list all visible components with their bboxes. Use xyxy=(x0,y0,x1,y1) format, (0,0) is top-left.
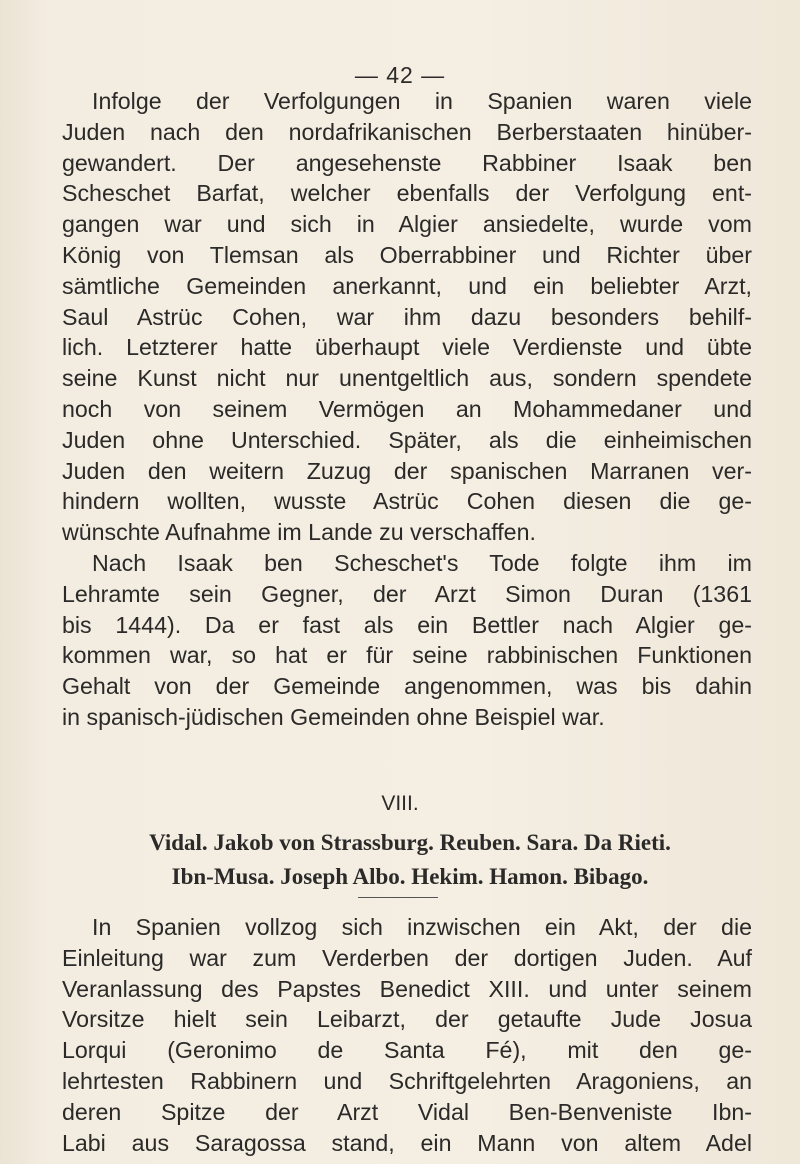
text-line: kommen war, so hat er für seine rabbinischen Funktionen xyxy=(62,642,752,669)
section-number: VIII. xyxy=(381,792,419,815)
text-line: lich. Letzterer hatte überhaupt viele Verdienste und übte xyxy=(62,334,752,361)
text-line: in spanisch-jüdischen Gemeinden ohne Beispiel war. xyxy=(62,703,605,730)
heading-line: Vidal. Jakob von Strassburg. Reuben. Sara. Da Rieti. xyxy=(149,830,671,855)
text-line: Saul Astrüc Cohen, war ihm dazu besonders behilf- xyxy=(62,303,752,330)
text-line: deren Spitze der Arzt Vidal Ben-Benveniste Ibn- xyxy=(62,1098,752,1125)
text-line: wünschte Aufnahme im Lande zu verschaffen. xyxy=(62,519,536,546)
text-line: Vorsitze hielt sein Leibarzt, der getaufte Jude Josua xyxy=(62,1006,752,1033)
heading-line: Ibn-Musa. Joseph Albo. Hekim. Hamon. Bibago. xyxy=(171,864,649,889)
text-line: lehrtesten Rabbinern und Schriftgelehrten Aragoniens, an xyxy=(62,1067,752,1094)
text-line: König von Tlemsan als Oberrabbiner und Richter über xyxy=(62,241,752,268)
text-line: Lehramte sein Gegner, der Arzt Simon Duran (1361 xyxy=(62,580,752,607)
text-line: bis 1444). Da er fast als ein Bettler nach Algier ge- xyxy=(62,611,752,638)
text-line: Labi aus Saragossa stand, ein Mann von altem Adel xyxy=(62,1129,752,1156)
text-line: Veranlassung des Papstes Benedict XIII. und unter seinem xyxy=(62,975,752,1002)
section-heading xyxy=(80,826,740,894)
page-number: — 42 — xyxy=(354,62,446,88)
text-line: Infolge der Verfolgungen in Spanien waren viele xyxy=(92,88,752,114)
text-line: Juden ohne Unterschied. Später, als die einheimischen xyxy=(62,426,752,453)
section-divider xyxy=(358,897,438,898)
text-line: Lorqui (Geronimo de Santa Fé), mit den ge- xyxy=(62,1037,752,1064)
paragraph-2 xyxy=(62,548,752,733)
text-line: gewandert. Der angesehenste Rabbiner Isaak ben xyxy=(62,149,752,176)
text-line: In Spanien vollzog sich inzwischen ein Akt, der die xyxy=(92,914,752,940)
text-line: gangen war und sich in Algier ansiedelte, wurde vom xyxy=(62,211,752,238)
paragraph-3 xyxy=(62,912,752,1158)
text-line: sämtliche Gemeinden anerkannt, und ein beliebter Arzt, xyxy=(62,272,752,299)
text-line: Einleitung war zum Verderben der dortigen Juden. Auf xyxy=(62,944,752,971)
text-line: Juden nach den nordafrikanischen Berberstaaten hinüber- xyxy=(62,118,752,145)
text-line: hindern wollten, wusste Astrüc Cohen diesen die ge- xyxy=(62,488,752,515)
text-line: Nach Isaak ben Scheschet's Tode folgte ihm im xyxy=(92,550,752,576)
text-line: seine Kunst nicht nur unentgeltlich aus, sondern spendete xyxy=(62,365,752,392)
text-line: Gehalt von der Gemeinde angenommen, was bis dahin xyxy=(62,673,752,700)
text-line: Scheschet Barfat, welcher ebenfalls der Verfolgung ent- xyxy=(62,180,752,207)
paragraph-1 xyxy=(62,86,752,548)
text-line: Juden den weitern Zuzug der spanischen Marranen ver- xyxy=(62,457,752,484)
text-line: noch von seinem Vermögen an Mohammedaner und xyxy=(62,395,752,422)
